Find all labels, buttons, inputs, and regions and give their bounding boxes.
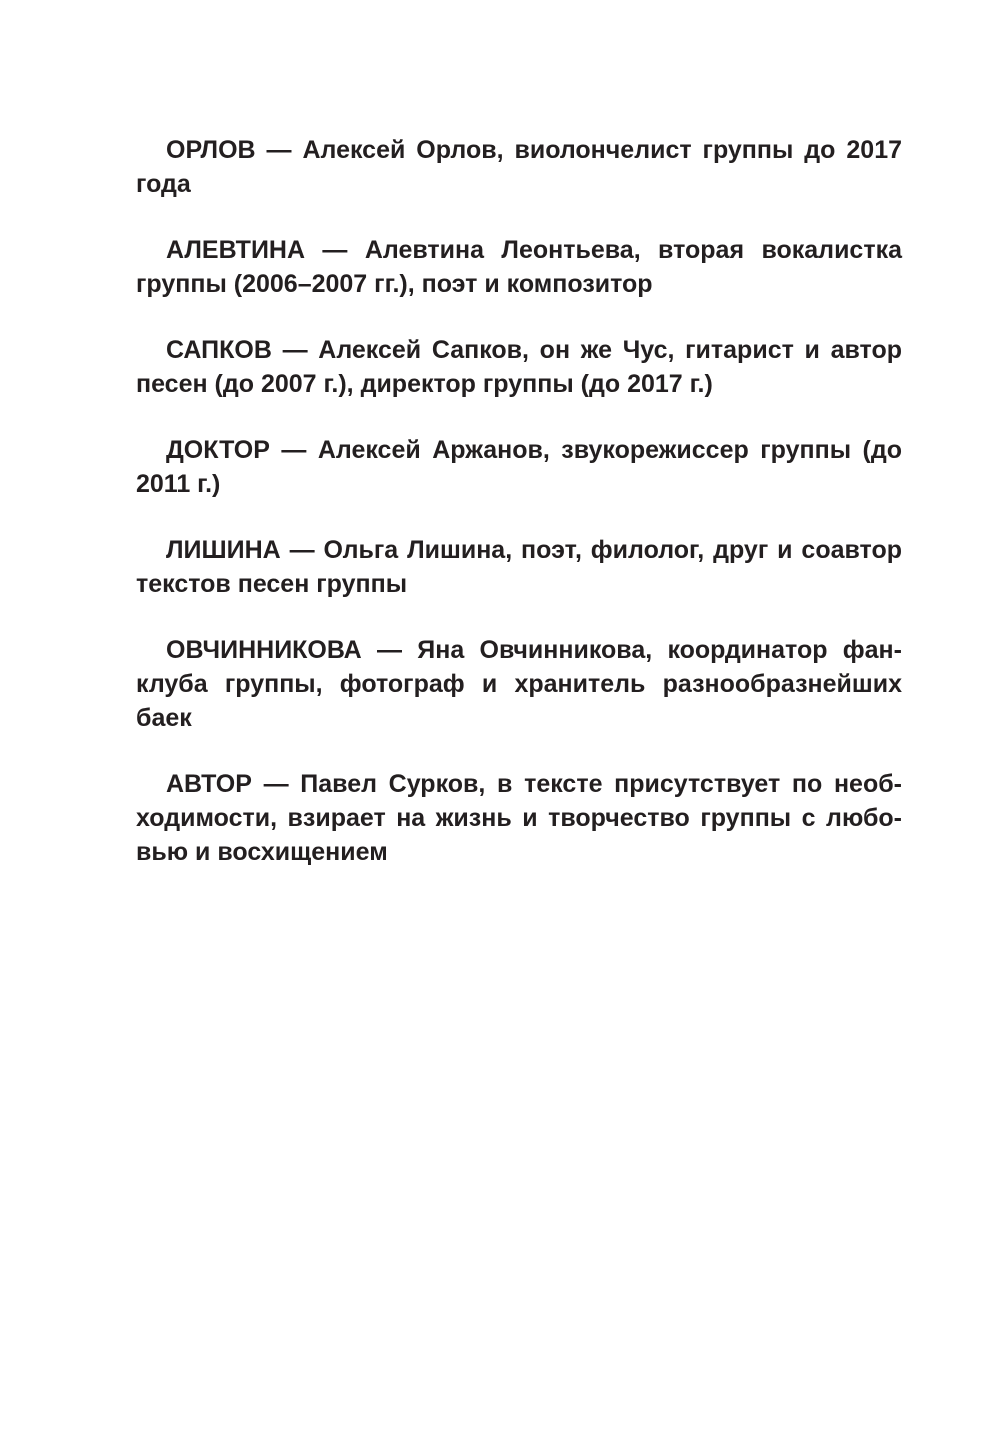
entry-orlov: ОРЛОВ — Алексей Орлов, виолончелист группы до 2017 года: [136, 136, 902, 198]
entry-sapkov: САПКОВ — Алексей Сапков, он же Чус, гитарист и автор песен (до 2007 г.), директор группы (до 2017 г.): [136, 336, 902, 398]
entry-ovchinnikova: ОВЧИННИКОВА — Яна Овчинникова, координатор фанклуба группы, фотограф и хранитель разнообразнейших баек: [136, 636, 902, 732]
entry-lishina: ЛИШИНА — Ольга Лишина, поэт, филолог, друг и соавтор текстов песен группы: [136, 536, 902, 598]
entry-doktor: ДОКТОР — Алексей Аржанов, звукорежиссер группы (до 2011 г.): [136, 436, 902, 498]
entry-alevtina: АЛЕВТИНА — Алевтина Леонтьева, вторая вокалистка группы (2006–2007 гг.), поэт и композитор: [136, 236, 902, 298]
character-list: [136, 133, 902, 901]
entry-avtor: АВТОР — Павел Сурков, в тексте присутствует по необходимости, взирает на жизнь и творчество группы с любовью и восхищением: [136, 770, 902, 866]
